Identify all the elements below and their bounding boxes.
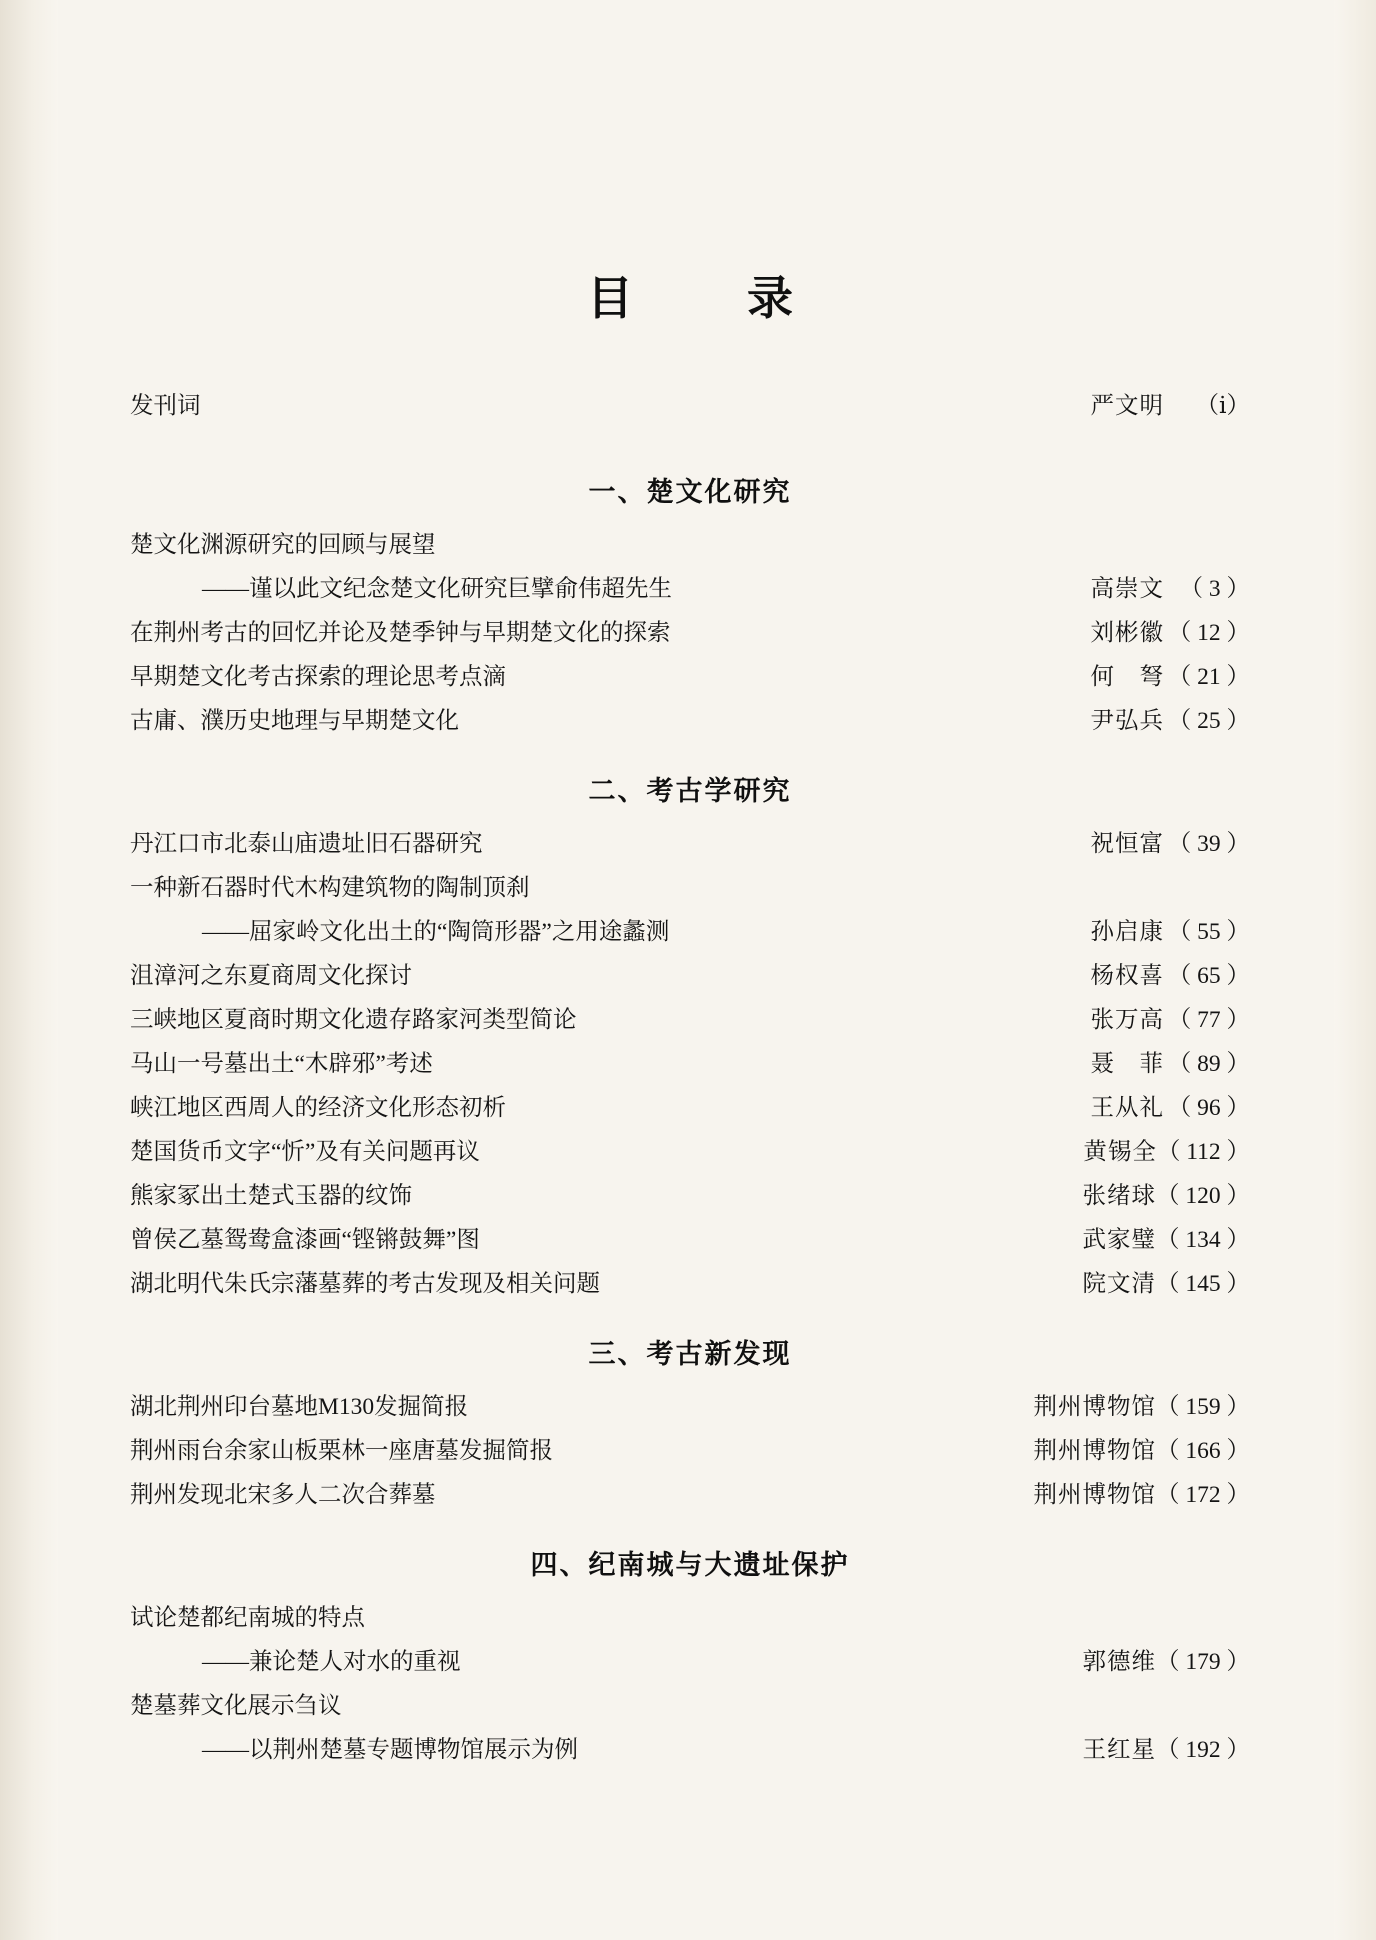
toc-entry xyxy=(130,910,1250,954)
entry-title-line1: 一种新石器时代木构建筑物的陶制顶刹 xyxy=(130,875,530,901)
entry-author: 张绪球 xyxy=(1082,1183,1156,1209)
leader-dots xyxy=(602,1268,1081,1291)
entry-page: （ 55 ） xyxy=(1167,919,1250,945)
entry-author: 王红星 xyxy=(1082,1737,1156,1763)
toc-entry xyxy=(130,567,1250,611)
toc-sheet xyxy=(130,0,1250,1940)
leader-dots xyxy=(674,573,1089,596)
entry-title: 三峡地区夏商时期文化遗存路家河类型简论 xyxy=(130,1007,577,1033)
leader-dots xyxy=(508,1092,1089,1115)
preface-label: 发刊词 xyxy=(130,393,201,419)
leader-dots xyxy=(508,661,1089,684)
entry-title: 熊家冢出土楚式玉器的纹饰 xyxy=(130,1183,412,1209)
leader-dots xyxy=(414,1180,1081,1203)
toc-entry xyxy=(130,1042,1250,1086)
entry-title: 早期楚文化考古探索的理论思考点滴 xyxy=(130,664,506,690)
entry-title: 荆州雨台余家山板栗林一座唐墓发掘简报 xyxy=(130,1438,553,1464)
entry-title: 湖北荆州印台墓地M130发掘简报 xyxy=(130,1394,469,1420)
entry-title: 沮漳河之东夏商周文化探讨 xyxy=(130,963,412,989)
page-title: 目 录 xyxy=(587,271,827,325)
entry-page: （ 25 ） xyxy=(1167,708,1250,734)
entry-author: 院文清 xyxy=(1082,1271,1156,1297)
leader-dots xyxy=(470,1391,1031,1414)
entry-author: 王从礼 xyxy=(1090,1095,1164,1121)
section-heading: 二、考古学研究 xyxy=(588,776,792,807)
leader-dots xyxy=(414,960,1089,983)
entry-page: （ 112 ） xyxy=(1156,1139,1250,1165)
toc-entry xyxy=(130,998,1250,1042)
leader-dots xyxy=(580,1734,1081,1757)
toc-entry xyxy=(130,822,1250,866)
entry-title: 曾侯乙墓鸳鸯盒漆画“铿锵鼓舞”图 xyxy=(130,1227,480,1253)
toc-entry xyxy=(130,954,1250,998)
entry-title: ——兼论楚人对水的重视 xyxy=(202,1649,461,1675)
entry-page: （ 120 ） xyxy=(1156,1183,1250,1209)
entry-page: （ 77 ） xyxy=(1167,1007,1250,1033)
toc-entry xyxy=(130,655,1250,699)
leader-dots xyxy=(671,916,1088,939)
toc-entry xyxy=(130,611,1250,655)
entry-title: 古庸、濮历史地理与早期楚文化 xyxy=(130,708,459,734)
entry-page: （ 166 ） xyxy=(1156,1438,1250,1464)
entry-title: ——以荆州楚墓专题博物馆展示为例 xyxy=(202,1737,578,1763)
preface-page: （ⅰ） xyxy=(1195,393,1250,419)
entry-author: 郭德维 xyxy=(1082,1649,1156,1675)
entry-title-line1: 楚墓葬文化展示刍议 xyxy=(130,1693,342,1719)
entry-page: （ 159 ） xyxy=(1156,1394,1250,1420)
toc-entry xyxy=(130,1728,1250,1772)
leader-dots xyxy=(438,1479,1032,1502)
entry-page: （ 3 ） xyxy=(1179,576,1250,602)
leader-dots xyxy=(482,1136,1081,1159)
entry-page: （ 39 ） xyxy=(1167,831,1250,857)
entry-author: 祝恒富 xyxy=(1090,831,1164,857)
entry-title: ——屈家岭文化出土的“陶筒形器”之用途蠡测 xyxy=(202,919,670,945)
section-heading: 一、楚文化研究 xyxy=(588,477,792,508)
entry-title: 马山一号墓出土“木辟邪”考述 xyxy=(130,1051,433,1077)
entry-page: （ 96 ） xyxy=(1167,1095,1250,1121)
toc-entry xyxy=(130,699,1250,743)
entry-author: 荆州博物馆 xyxy=(1033,1394,1156,1420)
toc-entry xyxy=(130,1429,1250,1473)
entry-page: （ 21 ） xyxy=(1167,664,1250,690)
entry-author: 刘彬徽 xyxy=(1090,620,1164,646)
entry-title: 楚国货币文字“忻”及有关问题再议 xyxy=(130,1139,480,1165)
entry-page: （ 179 ） xyxy=(1156,1649,1250,1675)
toc-entry xyxy=(130,1218,1250,1262)
leader-dots xyxy=(461,705,1089,728)
toc-entry xyxy=(130,1385,1250,1429)
section-heading: 四、纪南城与大遗址保护 xyxy=(530,1550,850,1581)
entry-author: 张万高 xyxy=(1090,1007,1164,1033)
entry-title: 湖北明代朱氏宗藩墓葬的考古发现及相关问题 xyxy=(130,1271,600,1297)
entry-title: 荆州发现北宋多人二次合葬墓 xyxy=(130,1482,436,1508)
entry-title-line1: 试论楚都纪南城的特点 xyxy=(130,1605,365,1631)
leader-dots xyxy=(463,1646,1081,1669)
entry-author: 荆州博物馆 xyxy=(1033,1438,1156,1464)
entry-page: （ 89 ） xyxy=(1167,1051,1250,1077)
leader-dots xyxy=(482,1224,1081,1247)
toc-entry xyxy=(130,1473,1250,1517)
leader-dots xyxy=(485,828,1089,851)
toc-entry xyxy=(130,1262,1250,1306)
entry-author: 荆州博物馆 xyxy=(1033,1482,1156,1508)
entry-page: （ 145 ） xyxy=(1156,1271,1250,1297)
entry-page: （ 12 ） xyxy=(1167,620,1250,646)
section-heading: 三、考古新发现 xyxy=(588,1339,792,1370)
entry-author: 武家璧 xyxy=(1082,1227,1156,1253)
toc-entry xyxy=(130,1640,1250,1684)
entry-title-line1: 楚文化渊源研究的回顾与展望 xyxy=(130,532,436,558)
entry-title: ——谨以此文纪念楚文化研究巨擘俞伟超先生 xyxy=(202,576,672,602)
entry-author: 何 弩 xyxy=(1090,664,1164,690)
toc-entry xyxy=(130,1086,1250,1130)
entry-title: 在荆州考古的回忆并论及楚季钟与早期楚文化的探索 xyxy=(130,620,671,646)
entry-author: 孙启康 xyxy=(1090,919,1164,945)
entry-author: 尹弘兵 xyxy=(1090,708,1164,734)
leader-dots xyxy=(555,1435,1032,1458)
entry-title: 峡江地区西周人的经济文化形态初析 xyxy=(130,1095,506,1121)
preface-entry xyxy=(130,384,1250,428)
entry-page: （ 172 ） xyxy=(1156,1482,1250,1508)
entry-page: （ 192 ） xyxy=(1156,1737,1250,1763)
leader-dots xyxy=(435,1048,1089,1071)
entry-author: 聂 菲 xyxy=(1090,1051,1164,1077)
preface-author: 严文明 xyxy=(1090,393,1164,419)
leader-dots xyxy=(673,617,1089,640)
entry-page: （ 65 ） xyxy=(1167,963,1250,989)
entry-title: 丹江口市北泰山庙遗址旧石器研究 xyxy=(130,831,483,857)
entry-page: （ 134 ） xyxy=(1156,1227,1250,1253)
leader-dots xyxy=(203,390,1089,413)
entry-author: 黄锡全 xyxy=(1083,1139,1157,1165)
entry-author: 杨权喜 xyxy=(1090,963,1164,989)
leader-dots xyxy=(579,1004,1089,1027)
toc-entry xyxy=(130,1174,1250,1218)
entry-author: 高崇文 xyxy=(1090,576,1164,602)
toc-entry xyxy=(130,1130,1250,1174)
